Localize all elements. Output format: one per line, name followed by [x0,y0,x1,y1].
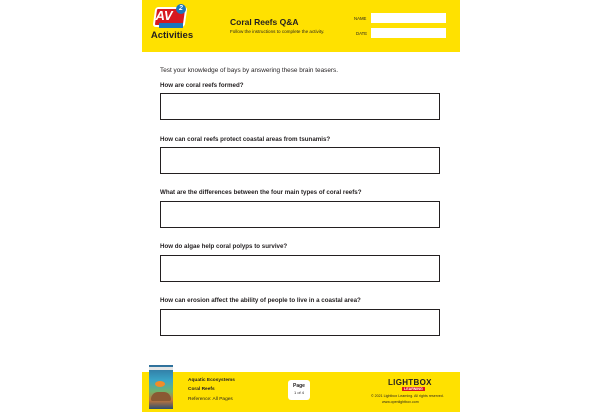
lightbox-logo: LIGHTBOX [388,378,432,387]
book-title: Coral Reefs [188,387,215,392]
logo-activities-label: Activities [150,30,194,41]
logo-superscript: 2 [176,4,186,14]
logo-underline [159,23,183,28]
worksheet-header [142,0,460,52]
series-title: Aquatic Ecosystems [188,378,235,383]
date-label: DATE [356,31,368,36]
answer-box-2[interactable] [160,147,440,174]
answer-box-3[interactable] [160,201,440,228]
question-5: How can erosion affect the ability of people to live in a coastal area? [160,297,361,304]
cover-band [149,367,173,370]
logo-av: AV [155,8,173,23]
worksheet-footer [142,372,460,412]
website-link[interactable]: www.openlightbox.com [382,400,419,404]
answer-box-4[interactable] [160,255,440,282]
page-subtitle: Follow the instructions to complete the activity. [230,29,325,34]
page-title: Coral Reefs Q&A [230,17,299,27]
question-2: How can coral reefs protect coastal areas from tsunamis? [160,136,331,143]
answer-box-1[interactable] [160,93,440,120]
learning-tag: LEARNING [404,387,423,391]
coral-icon [151,392,171,401]
page-label: Page [293,383,305,389]
date-field[interactable] [371,28,446,38]
worksheet-page [142,0,460,412]
page-indicator [288,380,310,400]
reference-text: Reference: All Pages [188,397,233,402]
answer-box-5[interactable] [160,309,440,336]
name-label: NAME [354,16,367,21]
copyright-text: © 2021 Lightbox Learning. All rights reserved. [371,394,444,398]
book-cover-thumbnail [149,365,173,409]
av2-logo [148,7,196,47]
name-field[interactable] [371,13,446,23]
question-4: How do algae help coral polyps to survive? [160,243,288,250]
page-number: 1 of 4 [293,390,304,395]
fish-icon [155,381,165,387]
question-3: What are the differences between the four main types of coral reefs? [160,189,362,196]
instructions-text: Test your knowledge of bays by answering these brain teasers. [160,67,338,74]
question-1: How are coral reefs formed? [160,82,244,89]
